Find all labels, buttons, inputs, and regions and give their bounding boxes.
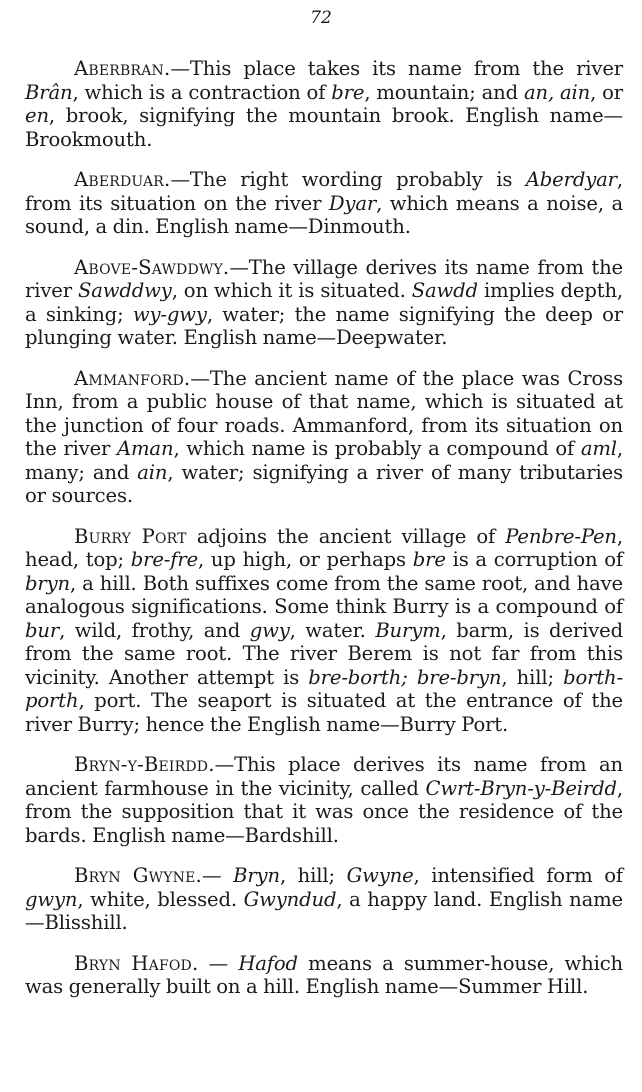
headword: Bryn Gwyne. bbox=[74, 864, 202, 887]
headword: Ammanford. bbox=[74, 366, 191, 390]
welsh-term: bryn bbox=[25, 571, 70, 595]
entry-text: adjoins the ancient village of bbox=[186, 524, 506, 548]
entry-text: , intensified form of bbox=[413, 864, 623, 887]
entry-text: , from its situation on the river bbox=[25, 168, 623, 215]
welsh-term: Aberdyar bbox=[525, 168, 617, 191]
entry-text: —This place derives its name from an ancient farmhouse in the vicinity, called bbox=[25, 753, 623, 800]
welsh-term: ain bbox=[137, 460, 168, 484]
welsh-term: an, ain bbox=[523, 80, 591, 104]
welsh-term: Aman bbox=[117, 437, 174, 460]
entry-text: , a hill. Both suffixes come from the same root, and have analogous significations. Some think Burry is a compound of bbox=[25, 571, 623, 618]
entry-text: — bbox=[198, 951, 239, 975]
headword: Burry Port bbox=[74, 524, 187, 548]
welsh-term: aml bbox=[580, 437, 617, 460]
welsh-term: Dyar bbox=[328, 191, 377, 215]
welsh-term: Sawdd bbox=[411, 279, 478, 302]
welsh-term: borth-porth bbox=[25, 665, 623, 712]
welsh-term: wy-gwy bbox=[132, 302, 207, 326]
entry-text: , from the supposition that it was once the residence of the bards. English name—Bardshill. bbox=[25, 776, 623, 847]
entry-text: , a happy land. English name—Blisshill. bbox=[25, 887, 624, 934]
welsh-term: Gwyne bbox=[346, 864, 414, 887]
welsh-term: en bbox=[25, 104, 49, 127]
entry-bryn-hafod bbox=[25, 952, 623, 999]
entry-text: , mountain; and bbox=[364, 80, 524, 104]
headword: Above-Sawddwy. bbox=[74, 255, 230, 279]
welsh-term: bre-fre bbox=[130, 548, 199, 571]
headword: Bryn-y-Beirdd. bbox=[74, 753, 215, 776]
welsh-term: Bryn bbox=[233, 864, 280, 887]
welsh-term: bur bbox=[25, 618, 60, 642]
entry-text: , brook, signifying the mountain brook. English name—Brookmouth. bbox=[25, 104, 623, 151]
entry-text: is a corruption of bbox=[445, 548, 623, 571]
entry-text: , white, blessed. bbox=[77, 887, 244, 911]
entry-text: , barm, is derived from the same root. The river Berem is not far from this vicinity. Another attempt is bbox=[25, 618, 623, 689]
entry-text: , which means a noise, a sound, a din. English name—Dinmouth. bbox=[25, 191, 623, 238]
welsh-term: Burym bbox=[375, 618, 441, 642]
entry-text: , on which it is situated. bbox=[171, 279, 412, 302]
entry-text: , wild, frothy, and bbox=[59, 618, 250, 642]
entry-text: —The ancient name of the place was Cross Inn, from a public house of that name, which is situated at the junction of four roads. Ammanford, from its situation on the river bbox=[25, 366, 623, 460]
welsh-term: Gwyndud bbox=[243, 887, 337, 911]
headword: Aberbran. bbox=[74, 57, 171, 80]
welsh-term: Penbre-Pen bbox=[505, 524, 617, 548]
entry-aberduar bbox=[25, 168, 623, 239]
entry-aberbran bbox=[25, 57, 623, 151]
entry-text: , which name is probably a compound of bbox=[173, 437, 581, 460]
headword: Aberduar. bbox=[74, 168, 171, 191]
entry-text: — bbox=[201, 864, 234, 887]
welsh-term: bre-borth; bre-bryn bbox=[308, 665, 502, 689]
welsh-term: bre bbox=[331, 80, 365, 104]
welsh-term: Cwrt-Bryn-y-Beirdd bbox=[425, 776, 617, 800]
entry-text: , hill; bbox=[501, 665, 564, 689]
entry-text: —This place takes its name from the river bbox=[170, 57, 623, 80]
entry-text: —The village derives its name from the river bbox=[25, 255, 623, 302]
entry-text: , which is a contraction of bbox=[72, 80, 332, 104]
entry-text: , port. The seaport is situated at the entrance of the river Burry; hence the English name—Burry Port. bbox=[25, 689, 623, 736]
entry-text: —The right wording probably is bbox=[170, 168, 526, 191]
entry-text: , many; and bbox=[25, 437, 623, 484]
entry-text: , up high, or perhaps bbox=[198, 548, 413, 571]
entry-text: implies depth, a sinking; bbox=[25, 279, 624, 326]
headword: Bryn Hafod. bbox=[74, 951, 199, 975]
entry-text: means a summer-house, which was generally built on a hill. English name—Summer Hill. bbox=[25, 951, 623, 998]
welsh-term: Sawddwy bbox=[77, 279, 172, 302]
entry-text: , hill; bbox=[279, 864, 347, 887]
entry-text: , or bbox=[590, 80, 624, 104]
entry-text: , water. bbox=[289, 618, 376, 642]
welsh-term: Hafod bbox=[238, 951, 298, 975]
welsh-term: gwy bbox=[249, 618, 290, 642]
entry-burry-port bbox=[25, 525, 623, 737]
entry-bryn-y-beirdd bbox=[25, 753, 623, 847]
entry-text: , water; the name signifying the deep or plunging water. English name—Deepwater. bbox=[25, 302, 623, 349]
page-number: 72 bbox=[310, 8, 332, 28]
entry-above-sawddwy bbox=[25, 256, 623, 350]
entry-bryn-gwyne bbox=[25, 864, 623, 935]
welsh-term: gwyn bbox=[25, 887, 78, 911]
entry-text: , head, top; bbox=[25, 524, 623, 571]
welsh-term: bre bbox=[412, 548, 446, 571]
entry-text: , water; signifying a river of many tributaries or sources. bbox=[25, 460, 623, 507]
entry-list bbox=[25, 57, 623, 1016]
welsh-term: Brân bbox=[25, 80, 73, 104]
entry-ammanford bbox=[25, 367, 623, 508]
